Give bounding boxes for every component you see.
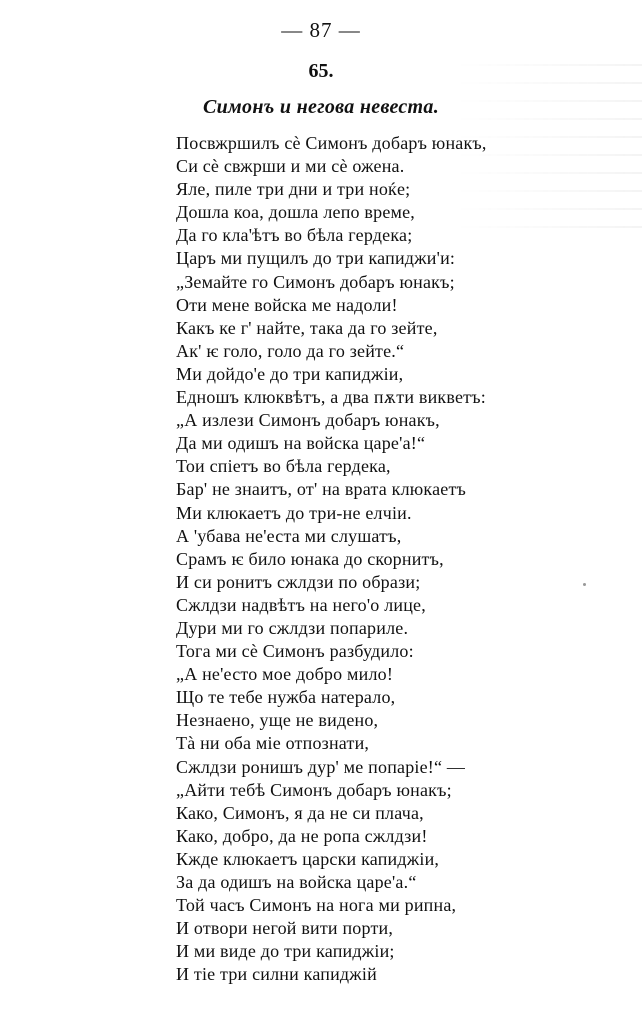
- verse-line: За да одишъ на войска царе'а.“: [176, 872, 417, 892]
- verse-line: Да го кла'ѣтъ во бѣла гердека;: [176, 225, 413, 246]
- verse-line: И ми виде до три капиджіи;: [176, 941, 395, 962]
- poem-body: [176, 132, 596, 986]
- verse-line: Тà ни оба міе отпознати,: [176, 733, 370, 754]
- verse-line: „Айти тебѣ Симонъ добаръ юнакъ;: [176, 779, 452, 800]
- verse-line: Кжде клюкаетъ царски капиджіи,: [176, 848, 440, 869]
- verse-line: Ми клюкаетъ до три-не елчіи.: [176, 502, 412, 523]
- verse-line: Тога ми сѐ Симонъ разбудило:: [176, 641, 414, 662]
- verse-line: Ак' ѥ голо, голо да го зейте.“: [176, 340, 405, 361]
- verse-line: Какъ ке г' найте, така да го зейте,: [176, 317, 438, 338]
- verse-line: Сжлдзи надвѣтъ на него'о лице,: [176, 594, 426, 615]
- verse-line: Сжлдзи ронишъ дур' ме попаріе!“ —: [176, 756, 466, 777]
- verse-line: Ми дойдо'е до три капиджіи,: [176, 363, 404, 384]
- verse-line: Како, добро, да не ропа сжлдзи!: [176, 825, 428, 846]
- verse-line: Яле, пиле три дни и три ноќе;: [176, 179, 411, 200]
- verse-line: Дошла коа, дошла лепо време,: [176, 202, 415, 223]
- verse-line: Да ми одишъ на войска царе'а!“: [176, 433, 426, 454]
- verse-line: Незнаено, уще не видено,: [176, 710, 379, 731]
- poem-number: 65.: [308, 60, 334, 82]
- verse-line: Царъ ми пущилъ до три капиджи'и:: [176, 248, 456, 269]
- verse-line: Дури ми го сжлдзи попариле.: [176, 617, 409, 638]
- verse-line: Той часъ Симонъ на нога ми рипна,: [176, 895, 457, 916]
- verse-line: Бар' не знаитъ, от' на врата клюкаетъ: [176, 479, 467, 500]
- page-number: — 87 —: [281, 18, 361, 42]
- verse-line: Посвжршилъ сѐ Симонъ добаръ юнакъ,: [176, 133, 487, 153]
- verse-line: Оти мене войска ме надоли!: [176, 294, 398, 315]
- verse-line: Срамъ ѥ било юнака до скорнитъ,: [176, 548, 444, 569]
- verse-line: Тои спіетъ во бѣла гердека,: [176, 456, 391, 477]
- poem-title: Симонъ и негова невеста.: [202, 96, 439, 118]
- verse-line: И тіе три силни капиджій: [176, 964, 377, 985]
- verse-line: Си сѐ свжрши и ми сѐ ожена.: [176, 156, 405, 177]
- verse-line: Едношъ клюквѣтъ, а два пѫти викветъ:: [176, 387, 486, 408]
- verse-line: А 'убава не'еста ми слушатъ,: [176, 525, 402, 546]
- verse-line: И си ронитъ сжлдзи по образи;: [176, 571, 421, 592]
- verse-line: Како, Симонъ, я да не си плача,: [176, 802, 424, 823]
- verse-line: И отвори негой вити порти,: [176, 918, 394, 939]
- verse-line: „Земайте го Симонъ добаръ юнакъ;: [176, 271, 455, 292]
- verse-line: „А не'есто мое добро мило!: [176, 664, 394, 685]
- verse-line: „А излези Симонъ добаръ юнакъ,: [176, 410, 440, 431]
- verse-line: Що те тебе нужба натерало,: [176, 687, 396, 708]
